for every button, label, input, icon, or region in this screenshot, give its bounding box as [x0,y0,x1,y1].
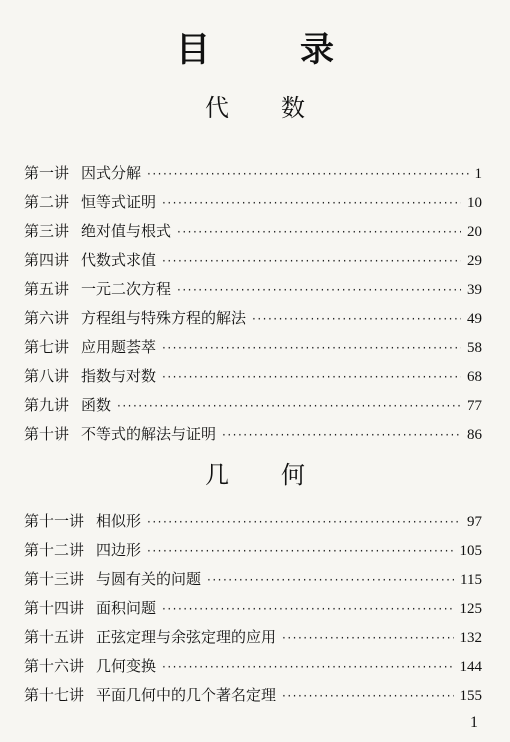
lecture-label: 第三讲 [24,222,70,240]
page-ref: 29 [467,253,482,269]
topic-title: 面积问题 [96,599,157,617]
dot-leader [177,225,461,239]
page-ref: 125 [459,601,482,617]
dot-leader [147,544,453,558]
lecture-label: 第二讲 [24,193,70,211]
topic-title: 几何变换 [96,657,157,675]
toc-entry [24,249,482,278]
dot-leader [162,370,461,384]
dot-leader [162,602,453,616]
toc-entry [24,423,482,452]
topic-title: 因式分解 [81,164,142,182]
section-heading-algebra [0,88,510,123]
page-ref: 39 [467,282,482,298]
topic-title: 恒等式证明 [81,193,157,211]
lecture-label: 第十七讲 [24,686,85,704]
topic-title: 平面几何中的几个著名定理 [96,686,277,704]
toc-entry [24,684,482,713]
section-heading-char-2: 何 [281,461,305,489]
toc-entry [24,365,482,394]
toc-entry [24,626,482,655]
title-char-2: 录 [300,30,334,70]
topic-title: 代数式求值 [81,251,157,269]
topic-title: 函数 [81,396,112,414]
lecture-label: 第十一讲 [24,512,85,530]
topic-title: 应用题荟萃 [81,338,157,356]
page-ref: 144 [459,659,482,675]
page-title [0,22,510,71]
topic-title: 指数与对数 [81,367,157,385]
dot-leader [282,631,453,645]
toc-algebra [24,162,482,452]
page-ref: 20 [467,224,482,240]
page-ref: 105 [459,543,482,559]
toc-entry [24,220,482,249]
page-ref: 58 [467,340,482,356]
toc-entry [24,191,482,220]
title-char-1: 目 [176,30,210,70]
toc-entry [24,394,482,423]
section-heading-char-1: 代 [205,94,229,122]
toc-entry [24,539,482,568]
toc-geometry [24,510,482,713]
lecture-label: 第六讲 [24,309,70,327]
lecture-label: 第四讲 [24,251,70,269]
section-heading-geometry [0,455,510,490]
dot-leader [117,399,461,413]
topic-title: 正弦定理与余弦定理的应用 [96,628,277,646]
page-ref: 115 [460,572,482,588]
topic-title: 一元二次方程 [81,280,172,298]
dot-leader [162,341,461,355]
lecture-label: 第七讲 [24,338,70,356]
lecture-label: 第十讲 [24,425,70,443]
dot-leader [147,515,461,529]
dot-leader [207,573,454,587]
toc-entry [24,597,482,626]
page-ref: 86 [467,427,482,443]
dot-leader [162,254,461,268]
topic-title: 相似形 [96,512,142,530]
page-ref: 132 [459,630,482,646]
topic-title: 与圆有关的问题 [96,570,202,588]
topic-title: 方程组与特殊方程的解法 [81,309,247,327]
toc-entry [24,278,482,307]
topic-title: 绝对值与根式 [81,222,172,240]
page-ref: 10 [467,195,482,211]
page-ref: 49 [467,311,482,327]
toc-entry [24,655,482,684]
page-ref: 68 [467,369,482,385]
section-heading-char-2: 数 [281,94,305,122]
topic-title: 不等式的解法与证明 [81,425,217,443]
page-ref: 1 [474,166,482,182]
dot-leader [177,283,461,297]
page-ref: 77 [467,398,482,414]
toc-entry [24,568,482,597]
dot-leader [252,312,461,326]
toc-entry [24,336,482,365]
lecture-label: 第十六讲 [24,657,85,675]
lecture-label: 第十四讲 [24,599,85,617]
dot-leader [147,167,468,181]
section-heading-char-1: 几 [205,461,229,489]
page-ref: 155 [459,688,482,704]
page-number: 1 [470,714,478,731]
dot-leader [162,196,461,210]
dot-leader [282,689,453,703]
lecture-label: 第十二讲 [24,541,85,559]
lecture-label: 第一讲 [24,164,70,182]
lecture-label: 第九讲 [24,396,70,414]
toc-entry [24,307,482,336]
toc-entry [24,162,482,191]
lecture-label: 第十五讲 [24,628,85,646]
toc-entry [24,510,482,539]
dot-leader [162,660,453,674]
lecture-label: 第八讲 [24,367,70,385]
page-ref: 97 [467,514,482,530]
topic-title: 四边形 [96,541,142,559]
dot-leader [222,428,461,442]
lecture-label: 第十三讲 [24,570,85,588]
lecture-label: 第五讲 [24,280,70,298]
